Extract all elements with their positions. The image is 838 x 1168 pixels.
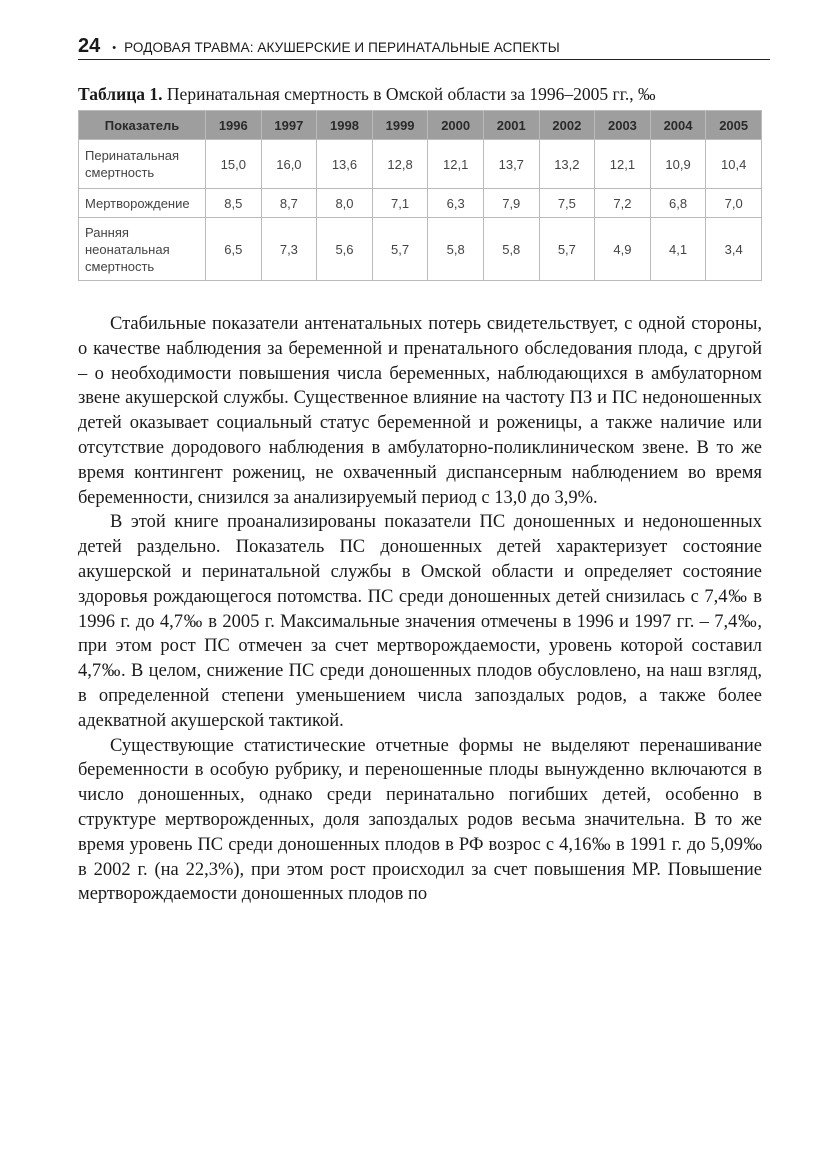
table-header-cell: 2001: [483, 111, 539, 140]
table-caption-label: Таблица 1.: [78, 84, 163, 104]
table-cell: 13,7: [483, 140, 539, 189]
table-header-cell: 2005: [706, 111, 762, 140]
table-header-cell: 2002: [539, 111, 595, 140]
row-label: Мертворождение: [79, 189, 206, 218]
table-cell: 10,9: [650, 140, 706, 189]
table-cell: 7,1: [372, 189, 428, 218]
table-header-cell: 1999: [372, 111, 428, 140]
table-cell: 5,6: [317, 218, 373, 281]
table-header-cell: Показатель: [79, 111, 206, 140]
table-cell: 5,8: [428, 218, 484, 281]
table-cell: 5,7: [372, 218, 428, 281]
paragraph: Стабильные показатели антенатальных потерь свидетельствует, с одной стороны, о качестве наблюдения за беременной и пренатального обследования плода, с другой – о необходимости повышения числа беременных, наблюдающихся в амбулаторном звене акушерской службы. Существенное влияние на частоту ПЗ и ПС недоношенных детей оказывает социальный статус беременной и роженицы, а также наличие или отсутствие дородового наблюдения в амбулаторно-поликлиническом звене. В то же время контингент рожениц, не охваченный диспансерным наблюдением во время беременности, снизился за анализируемый период с 13,0 до 3,9%.: [78, 314, 762, 508]
paragraph: В этой книге проанализированы показатели ПС доношенных и недоношенных детей раздельно. Показатель ПС доношенных детей характеризует состояние акушерской и перинатальной службы в Омской области и определяет состояние здоровья рождающегося потомства. ПС среди доношенных детей снизилась с 7,4‰ в 1996 г. до 4,7‰ в 2005 г. Максимальные значения отмечены в 1996 и 1997 гг. – 7,4‰, при этом рост ПС отмечен за счет мертворождаемости, уровень которой составил 4,7‰. В целом, снижение ПС среди доношенных плодов обусловлено, на наш взгляд, в определенной степени уменьшением числа запоздалых родов, а также более адекватной акушерской тактикой.: [78, 512, 762, 731]
table-cell: 8,0: [317, 189, 373, 218]
table-header-cell: 1996: [206, 111, 262, 140]
table-cell: 7,0: [706, 189, 762, 218]
page-number: 24: [78, 35, 101, 57]
table-cell: 8,7: [261, 189, 317, 218]
table-header-cell: 2004: [650, 111, 706, 140]
table-header-cell: 2003: [595, 111, 651, 140]
table-cell: 7,3: [261, 218, 317, 281]
running-header: [78, 26, 770, 60]
mortality-table: [78, 110, 762, 281]
table-row: [79, 218, 762, 281]
table-cell: 15,0: [206, 140, 262, 189]
paragraph: Существующие статистические отчетные формы не выделяют перенашивание беременности в особую рубрику, и переношенные плоды вынужденно включаются в число доношенных, однако среди перинатально погибших детей, особенно в структуре мертворожденных, доля запоздалых родов весьма значительна. В то же время уровень ПС среди доношенных плодов в РФ возрос с 4,16‰ в 1991 г. до 5,09‰ в 2002 г. (на 22,3%), при этом рост происходил за счет повышения МР. Повышение мертворождаемости доношенных плодов по: [78, 735, 762, 905]
table-cell: 5,8: [483, 218, 539, 281]
body-text: [78, 312, 762, 907]
row-label: Ранняя неонатальная смертность: [79, 218, 206, 281]
table-cell: 5,7: [539, 218, 595, 281]
table-header-row: [79, 111, 762, 140]
table-cell: 7,2: [595, 189, 651, 218]
table-cell: 16,0: [261, 140, 317, 189]
table-row: [79, 189, 762, 218]
table-cell: 12,8: [372, 140, 428, 189]
table-cell: 4,9: [595, 218, 651, 281]
table-header-cell: 2000: [428, 111, 484, 140]
table-cell: 7,5: [539, 189, 595, 218]
table-header-cell: 1998: [317, 111, 373, 140]
table-cell: 7,9: [483, 189, 539, 218]
running-title: РОДОВАЯ ТРАВМА: АКУШЕРСКИЕ И ПЕРИНАТАЛЬНЫЕ АСПЕКТЫ: [124, 40, 560, 55]
table-cell: 6,5: [206, 218, 262, 281]
table-cell: 12,1: [595, 140, 651, 189]
table-cell: 13,2: [539, 140, 595, 189]
table-caption-text: Перинатальная смертность в Омской области за 1996–2005 гг., ‰: [166, 84, 656, 104]
table-cell: 12,1: [428, 140, 484, 189]
bullet-separator: •: [112, 42, 117, 54]
table-cell: 3,4: [706, 218, 762, 281]
table-cell: 13,6: [317, 140, 373, 189]
row-label: Перинатальная смертность: [79, 140, 206, 189]
table-cell: 8,5: [206, 189, 262, 218]
table-cell: 6,8: [650, 189, 706, 218]
table-row: [79, 140, 762, 189]
table-header-cell: 1997: [261, 111, 317, 140]
table-cell: 4,1: [650, 218, 706, 281]
table-cell: 10,4: [706, 140, 762, 189]
table-cell: 6,3: [428, 189, 484, 218]
table-caption: [78, 84, 778, 105]
